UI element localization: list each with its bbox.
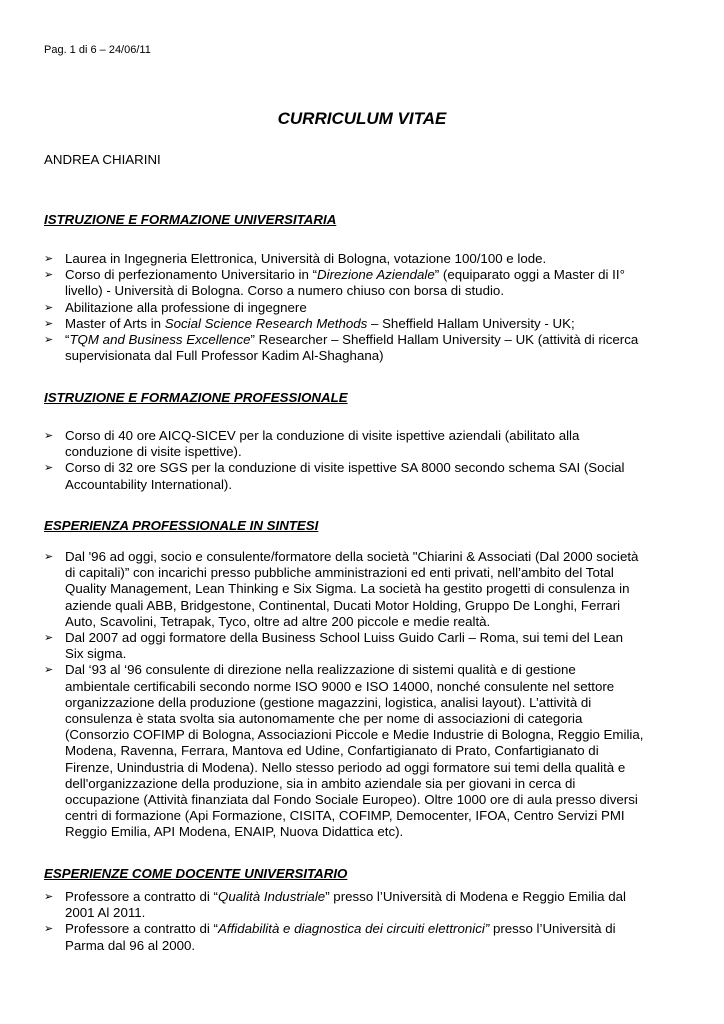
list-item-text: Abilitazione alla professione di ingegnere [65,299,307,315]
arrowhead-bullet-icon: ➢ [44,252,54,265]
list-item-text: Professore a contratto di “ [65,921,218,937]
list-item [44,251,644,267]
list-item [44,889,644,921]
arrowhead-bullet-icon: ➢ [44,333,54,347]
arrowhead-bullet-icon: ➢ [44,890,54,903]
author-name: ANDREA CHIARINI [44,152,161,167]
list-item-text: Corso di 40 ore AICQ-SICEV per la conduzione di visite ispettive aziendali (abilitato alla conduzione di visite ispettive). [65,428,580,460]
list-item [44,300,644,316]
list-item [44,662,644,840]
list-item-text: Master of Arts in [65,315,165,331]
list-item-emphasis: Qualità Industriale [218,889,326,904]
list-item-text: ” presso l’Università di Modena e Reggio Emilia dal 2001 Al 2011. [65,889,626,921]
list-item [44,549,644,630]
arrowhead-bullet-icon: ➢ [44,663,54,677]
list-item-emphasis: TQM and Business Excellence [69,332,251,348]
arrowhead-bullet-icon: ➢ [44,550,54,563]
list-item-text: Dal '96 ad oggi, socio e consulente/formatore della società "Chiarini & Associati (Dal 2000 società di capitali)” con incarichi presso pubbliche amministrazioni ed enti privati, nell’ambito del Total Quality Management, Lean Thinking e Six Sigma. La società ha gestito progetti di consulenza in aziende quali ABB, Bridgestone, Continental, Ducati Motor Holding, Gruppo De Longhi, Ferrari Auto, Scavolini, Tetrapak, Tyco, oltre ad altre 200 piccole e medie realtà. [65,549,639,629]
list-item-text: ” Researcher – Sheffield Hallam University – UK (attività di ricerca supervisionata dal Full Professor Kadim Al-Shaghana) [65,332,639,364]
list-item-emphasis: Direzione Aziendale [317,267,435,283]
list-item [44,267,644,299]
list-experience-summary [44,549,644,841]
arrowhead-bullet-icon: ➢ [44,461,54,475]
list-item-text: Corso di perfezionamento Universitario in “ [65,267,318,283]
list-item-text: – Sheffield Hallam University - UK; [367,315,575,331]
list-education-professional [44,428,644,493]
list-item [44,460,644,492]
section-title-education-professional: ISTRUZIONE E FORMAZIONE PROFESSIONALE [44,390,348,405]
page-header: Pag. 1 di 6 – 24/06/11 [44,44,151,56]
list-item [44,630,644,662]
document-title: CURRICULUM VITAE [277,109,447,128]
list-item-text: Corso di 32 ore SGS per la conduzione di visite ispettive SA 8000 secondo schema SAI (Social Accountability International). [65,460,625,492]
list-education-university [44,251,644,364]
list-item-emphasis: Affidabilità e diagnostica dei circuiti elettronici” [218,921,490,937]
list-item [44,316,644,332]
arrowhead-bullet-icon: ➢ [44,922,54,936]
arrowhead-bullet-icon: ➢ [44,268,54,282]
list-university-teaching [44,889,644,954]
list-item-text: Dal 2007 ad oggi formatore della Business School Luiss Guido Carli – Roma, sui temi del Lean Six sigma. [65,630,624,662]
list-item-text: “ [65,332,70,348]
list-item-emphasis: Social Science Research Methods [164,315,368,331]
list-item [44,332,644,364]
list-item-text: Dal ‘93 al ‘96 consulente di direzione nella realizzazione di sistemi qualità e di gestione ambientale certificabili secondo norme ISO 9000 e ISO 14000, nonché consulente nel settore organizzazione della produzione (gestione magazzini, logistica, analisi layout). L’attività di consulenza è stata svolta sia autonomamente che per nome di associazioni di categoria (Consorzio COFIMP di Bologna, Associazioni Piccole e Medie Industrie di Bologna, Reggio Emilia, Modena, Ravenna, Ferrara, Mantova ed Udine, Confartigianato di Prato, Confartigianato di Firenze, Unindustria di Modena). Nello stesso periodo ad oggi formatore sui temi della qualità e dell'organizzazione della produzione, sia in ambito aziendale sia per giovani in cerca di occupazione (Attività finanziata dal Fondo Sociale Europeo). Oltre 1000 ore di aula presso diversi centri di formazione (Api Formazione, CISITA, COFIMP, Democenter, IFOA, Centro Servizi PMI Reggio Emilia, API Modena, ENAIP, Nuova Didattica etc). [65,662,644,840]
list-item-text: ” (equiparato oggi a Master di II° livello) - Università di Bologna. Corso a numero chiuso con borsa di studio. [65,267,625,299]
arrowhead-bullet-icon: ➢ [44,429,54,442]
list-item-text: Laurea in Ingegneria Elettronica, Università di Bologna, votazione 100/100 e lode. [65,251,547,266]
arrowhead-bullet-icon: ➢ [44,316,54,330]
list-item [44,921,644,953]
list-item-text: presso l’Università di Parma dal 96 al 2000. [65,921,616,953]
arrowhead-bullet-icon: ➢ [44,631,54,645]
list-item [44,428,644,460]
list-item-text: Professore a contratto di “ [65,889,218,904]
arrowhead-bullet-icon: ➢ [44,300,54,314]
section-title-university-teaching: ESPERIENZE COME DOCENTE UNIVERSITARIO [44,866,348,881]
section-title-experience-summary: ESPERIENZA PROFESSIONALE IN SINTESI [44,518,319,533]
section-title-education-university: ISTRUZIONE E FORMAZIONE UNIVERSITARIA [44,212,337,227]
